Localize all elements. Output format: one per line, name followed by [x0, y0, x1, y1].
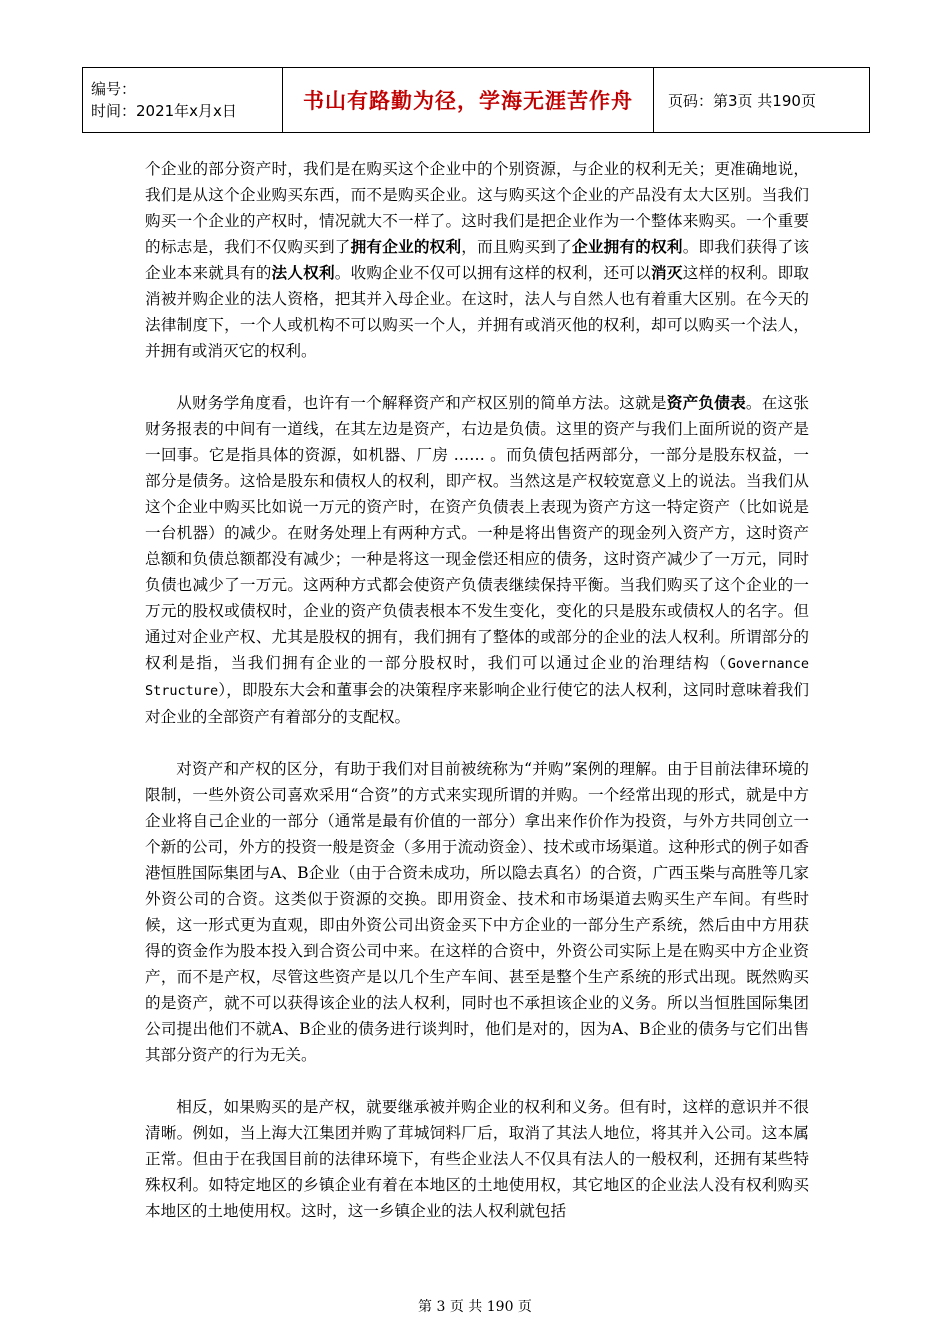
text-run: 。即我们获得了该企业本来就具有的 [145, 238, 809, 282]
text-run: ，而且购买到了 [461, 238, 572, 256]
text-run: 。在这张财务报表的中间有一道线，在其左边是资产，右边是负债。这里的资产与我们上面所说的资产是一回事。它是指具体的资源，如机器、厂房 …… 。而负债包括两部分，一部分是股东权益，一部分是债务。这恰是股东和债权人的权利，即产权。当然这是产权较宽意义上的说法。当我们从这个企业中购买比如说一万元的资产时，在资产负债表上表现为资产方这一特定资产（比如说是一台机器）的减少。在财务处理上有两种方式。一种是将出售资产的现金列入资产方，这时资产总额和负债总额都没有减少；一种是将这一现金偿还相应的债务，这时资产减少了一万元，同时负债也减少了一万元。这两种方式都会使资产负债表继续保持平衡。当我们购买了这个企业的一万元的股权或债权时，企业的资产负债表根本不发生变化，变化的只是股东或债权人的名字。但通过对企业产权、尤其是股权的拥有，我们拥有了整体的或部分的企业的法人权利。所谓部分的权利是指，当我们拥有企业的一部分股权时，我们可以通过企业的治理结构（ [145, 394, 809, 672]
header-meta-cell [83, 68, 283, 133]
highlight-term: 消灭 [651, 264, 683, 282]
highlight-term: 企业拥有的权利 [571, 238, 683, 256]
header-motto: 书山有路勤为径，学海无涯苦作舟 [303, 89, 633, 113]
highlight-term: 法人权利 [271, 264, 335, 282]
text-run: 这样的权利。即取消被并购企业的法人资格，把其并入母企业。在这时，法人与自然人也有着重大区别。在今天的法律制度下，一个人或机构不可以购买一个人，并拥有或消灭他的权利，却可以购买一个法人，并拥有或消灭它的权利。 [145, 264, 809, 360]
text-run: ），即股东大会和董事会的决策程序来影响企业行使它的法人权利，这同时意味着我们对企业的全部资产有着部分的支配权。 [145, 681, 809, 726]
paragraph-1 [145, 156, 809, 364]
header-page-cell [654, 68, 870, 133]
text-run: 从财务学角度看，也许有一个解释资产和产权区别的简单方法。这就是 [176, 394, 667, 412]
paragraph-2 [145, 390, 809, 730]
document-header [82, 67, 870, 133]
page-footer: 第 3 页 共 190 页 [418, 1299, 532, 1315]
highlight-term: 资产负债表 [666, 394, 746, 412]
document-number-label: 编号： [91, 80, 137, 98]
header-motto-cell [283, 68, 654, 133]
header-page-info: 页码：第3页 共190页 [668, 91, 816, 110]
english-term: Governance Structure [145, 656, 809, 699]
paragraph-4: 相反，如果购买的是产权，就要继承被并购企业的权利和义务。但有时，这样的意识并不很清晰。例如，当上海大江集团并购了茸城饲料厂后，取消了其法人地位，将其并入公司。这本属正常。但由于在我国目前的法律环境下，有些企业法人不仅具有法人的一般权利，还拥有某些特殊权利。如特定地区的乡镇企业有着在本地区的土地使用权，其它地区的企业法人没有权利购买本地区的土地使用权。这时，这一乡镇企业的法人权利就包括 [145, 1098, 809, 1220]
document-body [145, 156, 809, 1250]
text-run: 个企业的部分资产时，我们是在购买这个企业中的个别资源，与企业的权利无关；更准确地说，我们是从这个企业购买东西，而不是购买企业。这与购买这个企业的产品没有太大区别。当我们购买一个企业的产权时，情况就大不一样了。这时我们是把企业作为一个整体来购买。一个重要的标志是，我们不仅购买到了 [145, 160, 809, 256]
text-run: 。收购企业不仅可以拥有这样的权利，还可以 [334, 264, 652, 282]
highlight-term: 拥有企业的权利 [350, 238, 462, 256]
paragraph-3: 对资产和产权的区分，有助于我们对目前被统称为“并购”案例的理解。由于目前法律环境的限制，一些外资公司喜欢采用“合资”的方式来实现所谓的并购。一个经常出现的形式，就是中方企业将自己企业的一部分（通常是最有价值的一部分）拿出来作价作为投资，与外方共同创立一个新的公司，外方的投资一般是资金（多用于流动资金）、技术或市场渠道。这种形式的例子如香港恒胜国际集团与A、B企业（由于合资未成功，所以隐去真名）的合资，广西玉柴与高胜等几家外资公司的合资。这类似于资源的交换。即用资金、技术和市场渠道去购买生产车间。有些时候，这一形式更为直观，即由外资公司出资金买下中方企业的一部分生产系统，然后由中方用获得的资金作为股本投入到合资公司中来。在这样的合资中，外资公司实际上是在购买中方企业资产，而不是产权，尽管这些资产是以几个生产车间、甚至是整个生产系统的形式出现。既然购买的是资产，就不可以获得该企业的法人权利，同时也不承担该企业的义务。所以当恒胜国际集团公司提出他们不就A、B企业的债务进行谈判时，他们是对的，因为A、B企业的债务与它们出售其部分资产的行为无关。 [145, 760, 809, 1064]
document-date: 时间：2021年x月x日 [91, 102, 237, 120]
